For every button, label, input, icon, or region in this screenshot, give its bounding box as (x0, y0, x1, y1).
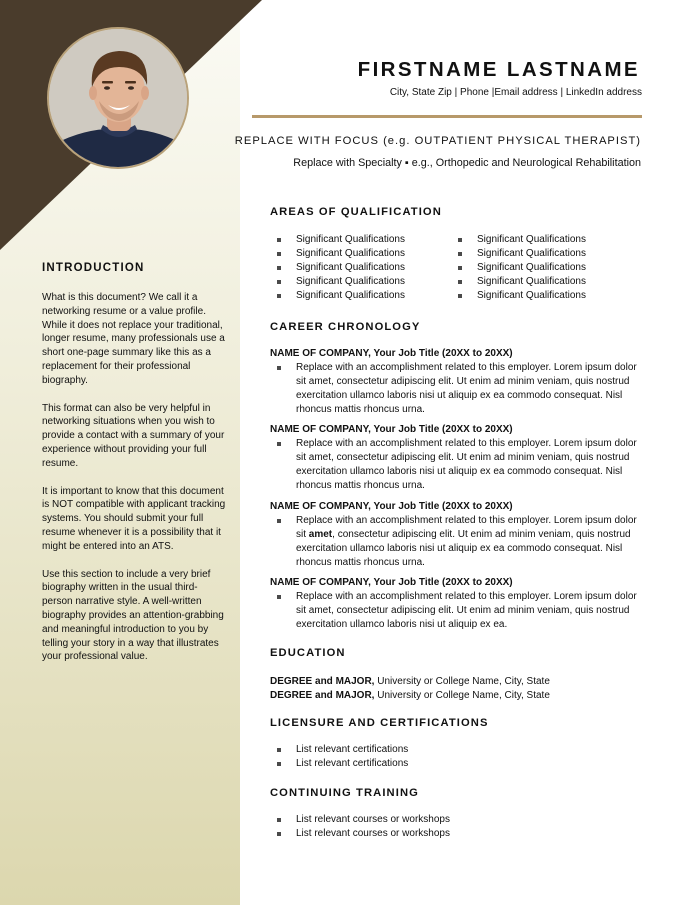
job-entry-2 (270, 423, 642, 493)
square-bullet-icon (277, 266, 281, 270)
list-item: Significant Qualifications (451, 289, 621, 303)
square-bullet-icon (277, 519, 281, 523)
square-bullet-icon (458, 252, 462, 256)
training-list (270, 813, 630, 841)
qualifications-column-2 (451, 233, 621, 303)
square-bullet-icon (277, 832, 281, 836)
job-title-line: NAME OF COMPANY, Your Job Title (20XX to 20XX) (270, 348, 513, 359)
training-title: CONTINUING TRAINING (270, 787, 419, 799)
list-item: Significant Qualifications (451, 247, 621, 261)
list-item: Significant Qualifications (270, 247, 440, 261)
introduction-title: INTRODUCTION (42, 262, 145, 274)
licensure-list (270, 743, 630, 771)
square-bullet-icon (277, 252, 281, 256)
intro-paragraph-3: It is important to know that this document is NOT compatible with applicant tracking systems. You should submit your full resume whenever it is a possibility that it might be entered into an ATS. (42, 485, 226, 552)
square-bullet-icon (458, 266, 462, 270)
square-bullet-icon (277, 294, 281, 298)
square-bullet-icon (277, 366, 281, 370)
education-entry: DEGREE and MAJOR, University or College Name, City, State (270, 690, 550, 701)
list-item: Significant Qualifications (451, 275, 621, 289)
list-item (270, 361, 642, 417)
list-item: List relevant certifications (270, 743, 630, 757)
square-bullet-icon (277, 818, 281, 822)
square-bullet-icon (458, 238, 462, 242)
list-item: Significant Qualifications (270, 289, 440, 303)
job-entry-1 (270, 347, 642, 417)
job-entry-3 (270, 500, 642, 570)
list-item (270, 590, 642, 632)
job-entry-4 (270, 576, 642, 632)
intro-paragraph-2: This format can also be very helpful in networking situations when you wish to provide a contact with a summary of your experience without providing your full resume. (42, 402, 225, 469)
square-bullet-icon (277, 280, 281, 284)
job-title-line: NAME OF COMPANY, Your Job Title (20XX to 20XX) (270, 501, 513, 512)
square-bullet-icon (277, 238, 281, 242)
header-rule (252, 115, 642, 118)
list-item: List relevant certifications (270, 757, 630, 771)
specialty-line: Replace with Specialty ▪ e.g., Orthopedic and Neurological Rehabilitation (293, 157, 641, 169)
square-bullet-icon (458, 280, 462, 284)
contact-line: City, State Zip | Phone |Email address | LinkedIn address (389, 87, 642, 98)
job-accomplishment: Replace with an accomplishment related to this employer. Lorem ipsum dolor sit amet, consectetur adipiscing elit. Ut enim ad minim veniam, quis nostrud exercitation ullamco laboris nisi ut aliquip ex ea commodo consequat. Nisl rhoncus mattis rhoncus urna. (296, 438, 637, 491)
job-accomplishment: Replace with an accomplishment related to this employer. Lorem ipsum dolor sit amet, consectetur adipiscing elit. Ut enim ad minim veniam, quis nostrud exercitation ullamco laboris nisi ut aliquip ex ea. (296, 591, 637, 630)
list-item: Significant Qualifications (451, 261, 621, 275)
qualifications-title: AREAS OF QUALIFICATION (270, 206, 442, 218)
job-accomplishment: Replace with an accomplishment related to this employer. Lorem ipsum dolor sit amet, consectetur adipiscing elit. Ut enim ad minim veniam, quis nostrud exercitation ullamco laboris nisi ut aliquip ex ea commodo consequat. Nisl rhoncus mattis rhoncus urna. (296, 515, 637, 568)
list-item: List relevant courses or workshops (270, 827, 630, 841)
square-bullet-icon (277, 442, 281, 446)
job-title-line: NAME OF COMPANY, Your Job Title (20XX to 20XX) (270, 424, 513, 435)
full-name: FIRSTNAME LASTNAME (357, 58, 640, 81)
list-item: List relevant courses or workshops (270, 813, 630, 827)
focus-line: REPLACE WITH FOCUS (e.g. OUTPATIENT PHYSICAL THERAPIST) (234, 135, 641, 147)
intro-paragraph-1: What is this document? We call it a networking resume or a value profile. While it does not replace your traditional, longer resume, many professionals use a short one-page summary like this as a replacement for their professional biography. (42, 292, 225, 386)
list-item: Significant Qualifications (270, 261, 440, 275)
education-title: EDUCATION (270, 647, 346, 659)
list-item (270, 514, 642, 570)
square-bullet-icon (277, 762, 281, 766)
job-title-line: NAME OF COMPANY, Your Job Title (20XX to 20XX) (270, 577, 513, 588)
career-title: CAREER CHRONOLOGY (270, 321, 421, 333)
list-item (270, 437, 642, 493)
square-bullet-icon (277, 748, 281, 752)
square-bullet-icon (458, 294, 462, 298)
profile-photo (47, 27, 189, 169)
list-item: Significant Qualifications (270, 233, 440, 247)
job-accomplishment: Replace with an accomplishment related to this employer. Lorem ipsum dolor sit amet, consectetur adipiscing elit. Ut enim ad minim veniam, quis nostrud exercitation ullamco laboris nisi ut aliquip ex ea commodo consequat. Nisl rhoncus mattis rhoncus urna. (296, 362, 637, 415)
introduction-section (42, 262, 228, 678)
list-item: Significant Qualifications (451, 233, 621, 247)
education-entry: DEGREE and MAJOR, University or College Name, City, State (270, 676, 550, 687)
education-list (270, 675, 550, 703)
qualifications-column-1 (270, 233, 440, 303)
square-bullet-icon (277, 595, 281, 599)
licensure-title: LICENSURE AND CERTIFICATIONS (270, 717, 489, 729)
list-item: Significant Qualifications (270, 275, 440, 289)
intro-paragraph-4: Use this section to include a very brief biography written in the usual third-person narrative style. A well-written biography provides an attention-grabbing and meaningful introduction to you by telling your story in a way that illustrates your professional value. (42, 568, 224, 663)
